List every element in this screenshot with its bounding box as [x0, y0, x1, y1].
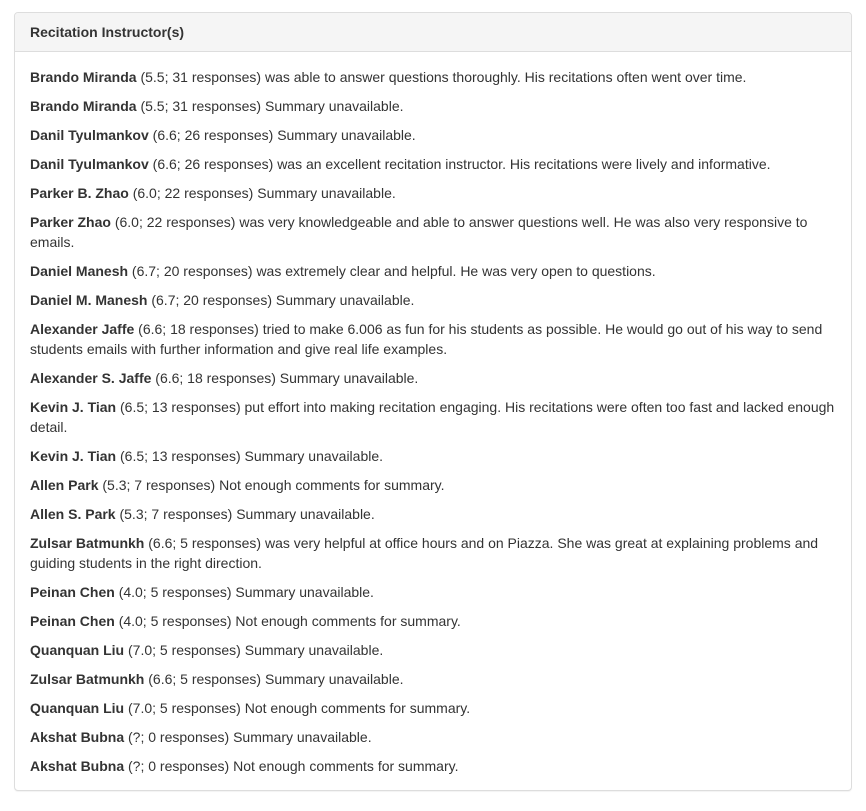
- instructor-summary: was extremely clear and helpful. He was very open to questions.: [256, 263, 656, 279]
- instructor-entry: [30, 261, 836, 281]
- instructor-summary: Not enough comments for summary.: [233, 758, 459, 774]
- instructor-rating-meta: (6.6; 18 responses): [138, 321, 259, 337]
- instructor-name: Daniel M. Manesh: [30, 292, 148, 308]
- instructor-rating-meta: (6.5; 13 responses): [120, 399, 241, 415]
- instructor-rating-meta: (7.0; 5 responses): [128, 700, 241, 716]
- instructor-rating-meta: (6.6; 18 responses): [155, 370, 276, 386]
- instructor-summary: was able to answer questions thoroughly. His recitations often went over time.: [264, 69, 747, 85]
- instructor-name: Brando Miranda: [30, 98, 137, 114]
- instructor-entry: [30, 640, 836, 660]
- instructor-name: Quanquan Liu: [30, 642, 125, 658]
- instructor-summary: Summary unavailable.: [264, 98, 404, 114]
- instructor-name: Quanquan Liu: [30, 700, 125, 716]
- instructor-rating-meta: (5.5; 31 responses): [140, 69, 262, 85]
- instructor-rating-meta: (6.6; 26 responses): [152, 127, 274, 143]
- instructor-rating-meta: (6.6; 5 responses): [148, 535, 262, 551]
- instructor-name: Kevin J. Tian: [30, 448, 117, 464]
- instructor-entry: [30, 582, 836, 602]
- instructor-summary: Not enough comments for summary.: [235, 613, 461, 629]
- instructor-entry: [30, 319, 836, 359]
- instructor-entry: [30, 154, 836, 174]
- instructor-name: Alexander S. Jaffe: [30, 370, 152, 386]
- instructor-summary: was very knowledgeable and able to answer questions well. He was also very responsive to emails.: [30, 214, 808, 250]
- instructor-rating-meta: (6.0; 22 responses): [114, 214, 236, 230]
- instructor-entry: [30, 727, 836, 747]
- instructor-rating-meta: (7.0; 5 responses): [128, 642, 241, 658]
- instructor-entry: [30, 446, 836, 466]
- instructor-name: Allen Park: [30, 477, 99, 493]
- instructor-entry: [30, 533, 836, 573]
- recitation-instructors-panel: [14, 12, 852, 791]
- instructor-name: Danil Tyulmankov: [30, 156, 149, 172]
- instructor-name: Daniel Manesh: [30, 263, 129, 279]
- instructor-rating-meta: (6.7; 20 responses): [131, 263, 253, 279]
- instructor-summary: Summary unavailable.: [235, 584, 374, 600]
- instructor-name: Danil Tyulmankov: [30, 127, 149, 143]
- instructor-name: Akshat Bubna: [30, 729, 125, 745]
- instructor-entry: [30, 96, 836, 116]
- panel-heading: [15, 13, 851, 52]
- instructor-summary: Summary unavailable.: [244, 642, 384, 658]
- instructor-summary: Summary unavailable.: [277, 127, 416, 143]
- instructor-entry: [30, 475, 836, 495]
- instructor-rating-meta: (5.3; 7 responses): [119, 506, 233, 522]
- instructor-summary: Summary unavailable.: [257, 185, 396, 201]
- instructor-entry: [30, 125, 836, 145]
- instructor-rating-meta: (6.5; 13 responses): [120, 448, 241, 464]
- instructor-summary: Summary unavailable.: [236, 506, 375, 522]
- instructor-summary: Summary unavailable.: [264, 671, 404, 687]
- instructor-rating-meta: (5.3; 7 responses): [102, 477, 216, 493]
- instructor-summary: Not enough comments for summary.: [219, 477, 445, 493]
- instructor-entry: [30, 290, 836, 310]
- instructor-rating-meta: (5.5; 31 responses): [140, 98, 262, 114]
- panel-body: [15, 52, 851, 790]
- instructor-rating-meta: (4.0; 5 responses): [118, 613, 232, 629]
- instructor-name: Kevin J. Tian: [30, 399, 117, 415]
- instructor-entry: [30, 397, 836, 437]
- instructor-name: Parker Zhao: [30, 214, 111, 230]
- instructor-entry: [30, 669, 836, 689]
- instructor-rating-meta: (?; 0 responses): [128, 758, 230, 774]
- instructor-summary: was very helpful at office hours and on Piazza. She was great at explaining problems and guiding students in the right direction.: [30, 535, 819, 571]
- instructor-rating-meta: (6.7; 20 responses): [151, 292, 272, 308]
- instructor-name: Allen S. Park: [30, 506, 116, 522]
- panel-title: Recitation Instructor(s): [30, 24, 185, 40]
- instructor-summary: Summary unavailable.: [275, 292, 415, 308]
- instructor-summary: Summary unavailable.: [233, 729, 372, 745]
- instructor-name: Zulsar Batmunkh: [30, 535, 145, 551]
- instructor-entry: [30, 67, 836, 87]
- instructor-rating-meta: (4.0; 5 responses): [118, 584, 232, 600]
- instructor-summary: was an excellent recitation instructor. His recitations were lively and informative.: [277, 156, 771, 172]
- instructor-summary: Summary unavailable.: [279, 370, 419, 386]
- instructor-name: Akshat Bubna: [30, 758, 125, 774]
- instructor-rating-meta: (6.6; 5 responses): [148, 671, 262, 687]
- instructor-summary: Summary unavailable.: [244, 448, 384, 464]
- instructor-name: Zulsar Batmunkh: [30, 671, 145, 687]
- instructor-entry: [30, 183, 836, 203]
- instructor-entry: [30, 368, 836, 388]
- instructor-name: Peinan Chen: [30, 613, 115, 629]
- instructor-entry: [30, 212, 836, 252]
- instructor-entry: [30, 756, 836, 776]
- instructor-summary: tried to make 6.006 as fun for his students as possible. He would go out of his way to send students emails with further information and give real life examples.: [30, 321, 823, 357]
- instructor-rating-meta: (6.6; 26 responses): [152, 156, 274, 172]
- instructor-entry: [30, 504, 836, 524]
- instructor-rating-meta: (?; 0 responses): [128, 729, 230, 745]
- instructor-rating-meta: (6.0; 22 responses): [132, 185, 254, 201]
- page: [0, 12, 866, 811]
- instructor-name: Peinan Chen: [30, 584, 115, 600]
- instructor-summary: put effort into making recitation engaging. His recitations were often too fast and lacked enough detail.: [30, 399, 835, 435]
- instructor-name: Parker B. Zhao: [30, 185, 129, 201]
- instructor-name: Alexander Jaffe: [30, 321, 135, 337]
- instructor-entry: [30, 611, 836, 631]
- instructor-summary: Not enough comments for summary.: [244, 700, 471, 716]
- instructor-entry: [30, 698, 836, 718]
- instructor-name: Brando Miranda: [30, 69, 137, 85]
